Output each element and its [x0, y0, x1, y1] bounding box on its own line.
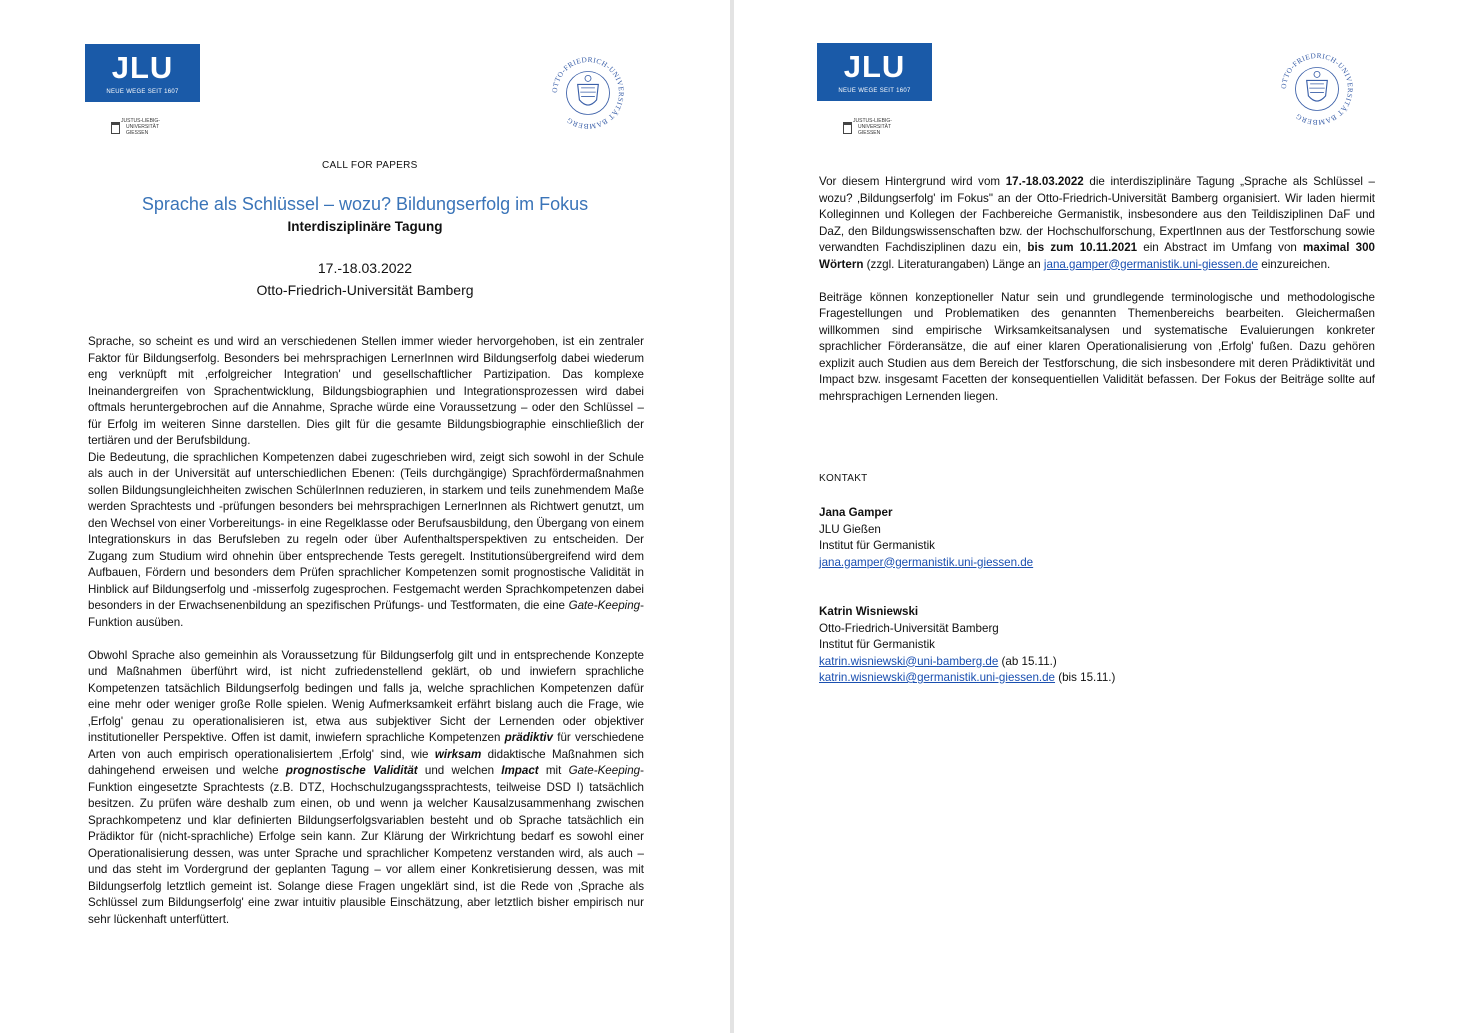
jlu-logo-text: JLU: [111, 50, 174, 85]
contact-name: Katrin Wisniewski: [819, 605, 919, 618]
text-run: einzureichen.: [1258, 257, 1331, 271]
jlu-sub-line: UNIVERSITÄT: [858, 124, 892, 130]
contact-label: KONTAKT: [819, 473, 868, 484]
text-run: bis zum 10.11.2021: [1027, 241, 1138, 254]
contact-org: JLU Gießen: [819, 522, 881, 536]
jlu-sub-line: GIESSEN: [858, 130, 881, 136]
jlu-logo-tagline: NEUE WEGE SEIT 1607: [106, 89, 179, 95]
text-run: Impact: [501, 764, 539, 777]
bamberg-seal-icon: [1274, 46, 1360, 132]
text-run: Obwohl Sprache also gemeinhin als Voraussetzung für Bildungserfolg gilt und in entsprechende Konzepte und Maßnahmen überführt wird, ist nicht zufriedenstellend geklärt, ob und inwiefern sprachliche Kompetenzen tatsächlich Bildungserfolg bedingen und falls ja, welche sprachlichen Kompetenzen dafür eine mehr oder weniger große Rolle spielen. Wenig Aufmerksamkeit erfährt bislang auch die Frage, wie ‚Erfolg' genau zu operationalisieren ist, etwa aus subjektiver Sicht der Lernenden oder objektiver institutioneller Perspektive. Offen ist damit, inwiefern sprachliche Kompetenzen: [88, 648, 644, 744]
subtitle: Interdisziplinäre Tagung: [287, 219, 443, 234]
text-run: Sprache, so scheint es und wird an verschiedenen Stellen immer wieder hervorgehoben, ist ein zentraler Faktor für Bildungserfolg. Besonders bei mehrsprachigen LernerInnen wird Bildungserfolg dabei wiederum eng verknüpft mit ‚erfolgreicher Integration' und gesellschaftlicher Partizipation. Das komplexe Ineinandergreifen von Sprachentwicklung, Bildungsbiographien und Integrationsprozessen wird dabei oftmals heruntergebrochen auf die Annahme, Sprache würde eine Voraussetzung – oder den Schlüssel – für Erfolg im weiteren Sinne darstellen. Dies gilt für die gesamte Bildungsbiographie einschließlich der tertiären und der Berufsbildung.: [88, 335, 644, 447]
paragraph: [88, 334, 644, 450]
jlu-logo: [817, 43, 932, 101]
text-run: Vor diesem Hintergrund wird vom: [819, 175, 1006, 188]
text-run: didaktische Maßnahmen sich dahingehend erweisen und welche: [88, 747, 644, 777]
text-run: für verschiedene Arten von auch empirisch operationalisiertem ‚Erfolg' sind, wie: [88, 731, 644, 761]
email-note: (bis 15.11.): [1055, 671, 1116, 684]
contact-institute: Institut für Germanistik: [819, 638, 935, 651]
paragraph: [88, 450, 644, 632]
text-run: Beiträge können konzeptioneller Natur sein und grundlegende terminologische und methodologische Fragestellungen und Problematiken des genannten Themenbereichs bearbeiten. Gleichermaßen willkommen sind empirische Wirksamkeitsanalysen und systematische Evaluierungen konkreter sprachlicher Förderansätze, die auf einer klaren Operationalisierung von ‚Erfolg' fußen. Dazu gehören explizit auch Studien aus dem Bereich der Testforschung, die sich insbesondere mit deren Prädiktivität und Impact bzw. insgesamt Facetten der konsequentiellen Validität befassen. Der Fokus der Beiträge sollte auf mehrsprachigen Lernenden liegen.: [819, 290, 1375, 403]
text-run: wirksam: [434, 747, 482, 761]
bamberg-seal-icon: [545, 50, 631, 136]
text-run: 17.-18.03.2022: [1005, 175, 1084, 188]
jlu-sub-line: GIESSEN: [126, 130, 149, 136]
contact-email-link[interactable]: katrin.wisniewski@uni-bamberg.de: [819, 654, 999, 668]
body-text-page-1: [88, 334, 644, 928]
text-run: Die Bedeutung, die sprachlichen Kompetenzen dabei zugeschrieben wird, zeigt sich sowohl in der Schule als auch in der Universität auf unterschiedlichen Ebenen: (Teils durchgängige) Sprachfördermaßnahmen sollen Bildungsungleichheiten zwischen SchülerInnen reduzieren, in starkem und teils zunehmendem Maße werden Sprachtests und -prüfungen besonders bei mehrsprachigen LernerInnen als Richtwert genutzt, um den Wechsel von einer Vorbereitungs- in eine Regelklasse oder Berufsausbildung, den Übergang von einem Integrationskurs in das Berufsleben zu regeln oder über Aufenthaltsperspektiven zu entscheiden. Der Zugang zum Studium wird ohnehin über entsprechende Tests geregelt. Institutionsübergreifend wird dem Aufbauen, Fördern und besonders dem Prüfen sprachlicher Kompetenzen somit prognostische Validität in Hinblick auf Bildungserfolg und -misserfolg zugesprochen. Festgemacht werden Sprachkompetenzen dabei besonders in der Erwachsenenbildung an spezifischen Prüfungs- und Testformaten, die eine: [88, 450, 644, 612]
email-note: (ab 15.11.): [998, 654, 1057, 668]
text-run: prädiktiv: [504, 731, 553, 744]
event-venue: Otto-Friedrich-Universität Bamberg: [256, 282, 474, 298]
paragraph: [819, 290, 1375, 406]
contact-katrin-wisniewski: [819, 604, 1115, 687]
seal-text: OTTO-FRIEDRICH-UNIVERSITÄT BAMBERG: [549, 54, 627, 132]
jlu-crest-icon: [111, 122, 120, 134]
event-date: 17.-18.03.2022: [317, 260, 413, 276]
svg-text:OTTO-FRIEDRICH-UNIVERSITÄT BAM: [550, 55, 626, 131]
text-run: Gate-Keeping: [568, 764, 641, 777]
text-run: Gate-Keeping: [568, 599, 641, 612]
page-2: [734, 0, 1463, 1033]
text-run: -Funktion ausüben.: [88, 599, 644, 629]
text-run: maximal 300 Wörtern: [819, 241, 1375, 271]
text-run: -Funktion eingesetzte Sprachtests (z.B. DTZ, Hochschulzugangssprachtests, teilweise DSD I) tatsächlich besitzen. Zu prüfen wäre deshalb zum einen, ob und wenn ja welcher Kausalzusammenhang zwischen Sprachkompetenz und klar definierten Bildungserfolgsvariablen besteht und ob Sprache tatsächlich ein Prädiktor für (nicht-sprachliche) Erfolge sein kann. Zur Klärung der Wirkrichtung bedarf es sowohl einer Operationalisierung dessen, was unter Sprache und sprachlicher Kompetenz verstanden wird, als auch – und das steht im Vordergrund der geplanten Tagung – vor allem einer Konkretisierung dessen, was mit Bildungserfolg letztlich gemeint ist. Solange diese Fragen ungeklärt sind, ist die Rede von ‚Sprache als Schlüssel zum Bildungserfolg' eine zwar intuitiv plausible Einschätzung, aber letztlich bisher empirisch nur sehr lückenhaft unterfüttert.: [88, 764, 644, 926]
page-title: Sprache als Schlüssel – wozu? Bildungserfolg im Fokus: [141, 194, 589, 214]
text-run: ein Abstract im Umfang von: [1137, 241, 1304, 254]
text-run: mit: [538, 764, 569, 777]
page-1: [0, 0, 730, 1033]
jlu-sub-logo: [843, 118, 892, 136]
body-text-page-2: [819, 174, 1375, 405]
text-run: die interdisziplinäre Tagung „Sprache als Schlüssel – wozu? ‚Bildungserfolg' im Fokus" an der Otto-Friedrich-Universität Bamberg organisiert. Wir laden hiermit Kolleginnen und Kollegen der Fachbereiche Germanistik, insbesondere aus den Teildisziplinen DaF und DaZ, den Bildungswissenschaften bzw. der Hochschulforschung, ExpertInnen aus der Testforschung sowie verwandten Fachdisziplinen dazu ein,: [819, 175, 1375, 254]
contact-email-link[interactable]: jana.gamper@germanistik.uni-giessen.de: [819, 555, 1034, 569]
text-run: (zzgl. Literaturangaben) Länge an: [863, 257, 1044, 271]
jlu-sub-line: JUSTUS-LIEBIG-: [121, 118, 160, 124]
contact-jana-gamper: [819, 505, 1033, 571]
jlu-crest-icon: [843, 122, 852, 134]
contact-institute: Institut für Germanistik: [819, 539, 935, 552]
contact-name: Jana Gamper: [819, 506, 893, 519]
cfp-label: CALL FOR PAPERS: [322, 160, 418, 171]
jlu-logo: [85, 44, 200, 102]
jlu-logo-text: JLU: [843, 49, 906, 84]
jlu-sub-line: UNIVERSITÄT: [126, 124, 160, 130]
paragraph: [819, 174, 1375, 273]
seal-text: OTTO-FRIEDRICH-UNIVERSITÄT BAMBERG: [1278, 50, 1356, 128]
email-link[interactable]: jana.gamper@germanistik.uni-giessen.de: [1043, 257, 1259, 271]
jlu-sub-logo: [111, 118, 160, 136]
paragraph: [88, 648, 644, 929]
text-run: prognostische Validität: [285, 764, 418, 777]
contact-org: Otto-Friedrich-Universität Bamberg: [819, 621, 999, 635]
text-run: und welchen: [417, 764, 502, 777]
jlu-logo-tagline: NEUE WEGE SEIT 1607: [838, 88, 911, 94]
contact-email-link[interactable]: katrin.wisniewski@germanistik.uni-giessen.de: [819, 671, 1056, 684]
jlu-sub-line: JUSTUS-LIEBIG-: [853, 118, 892, 124]
svg-text:OTTO-FRIEDRICH-UNIVERSITÄT BAM: [1279, 51, 1355, 127]
